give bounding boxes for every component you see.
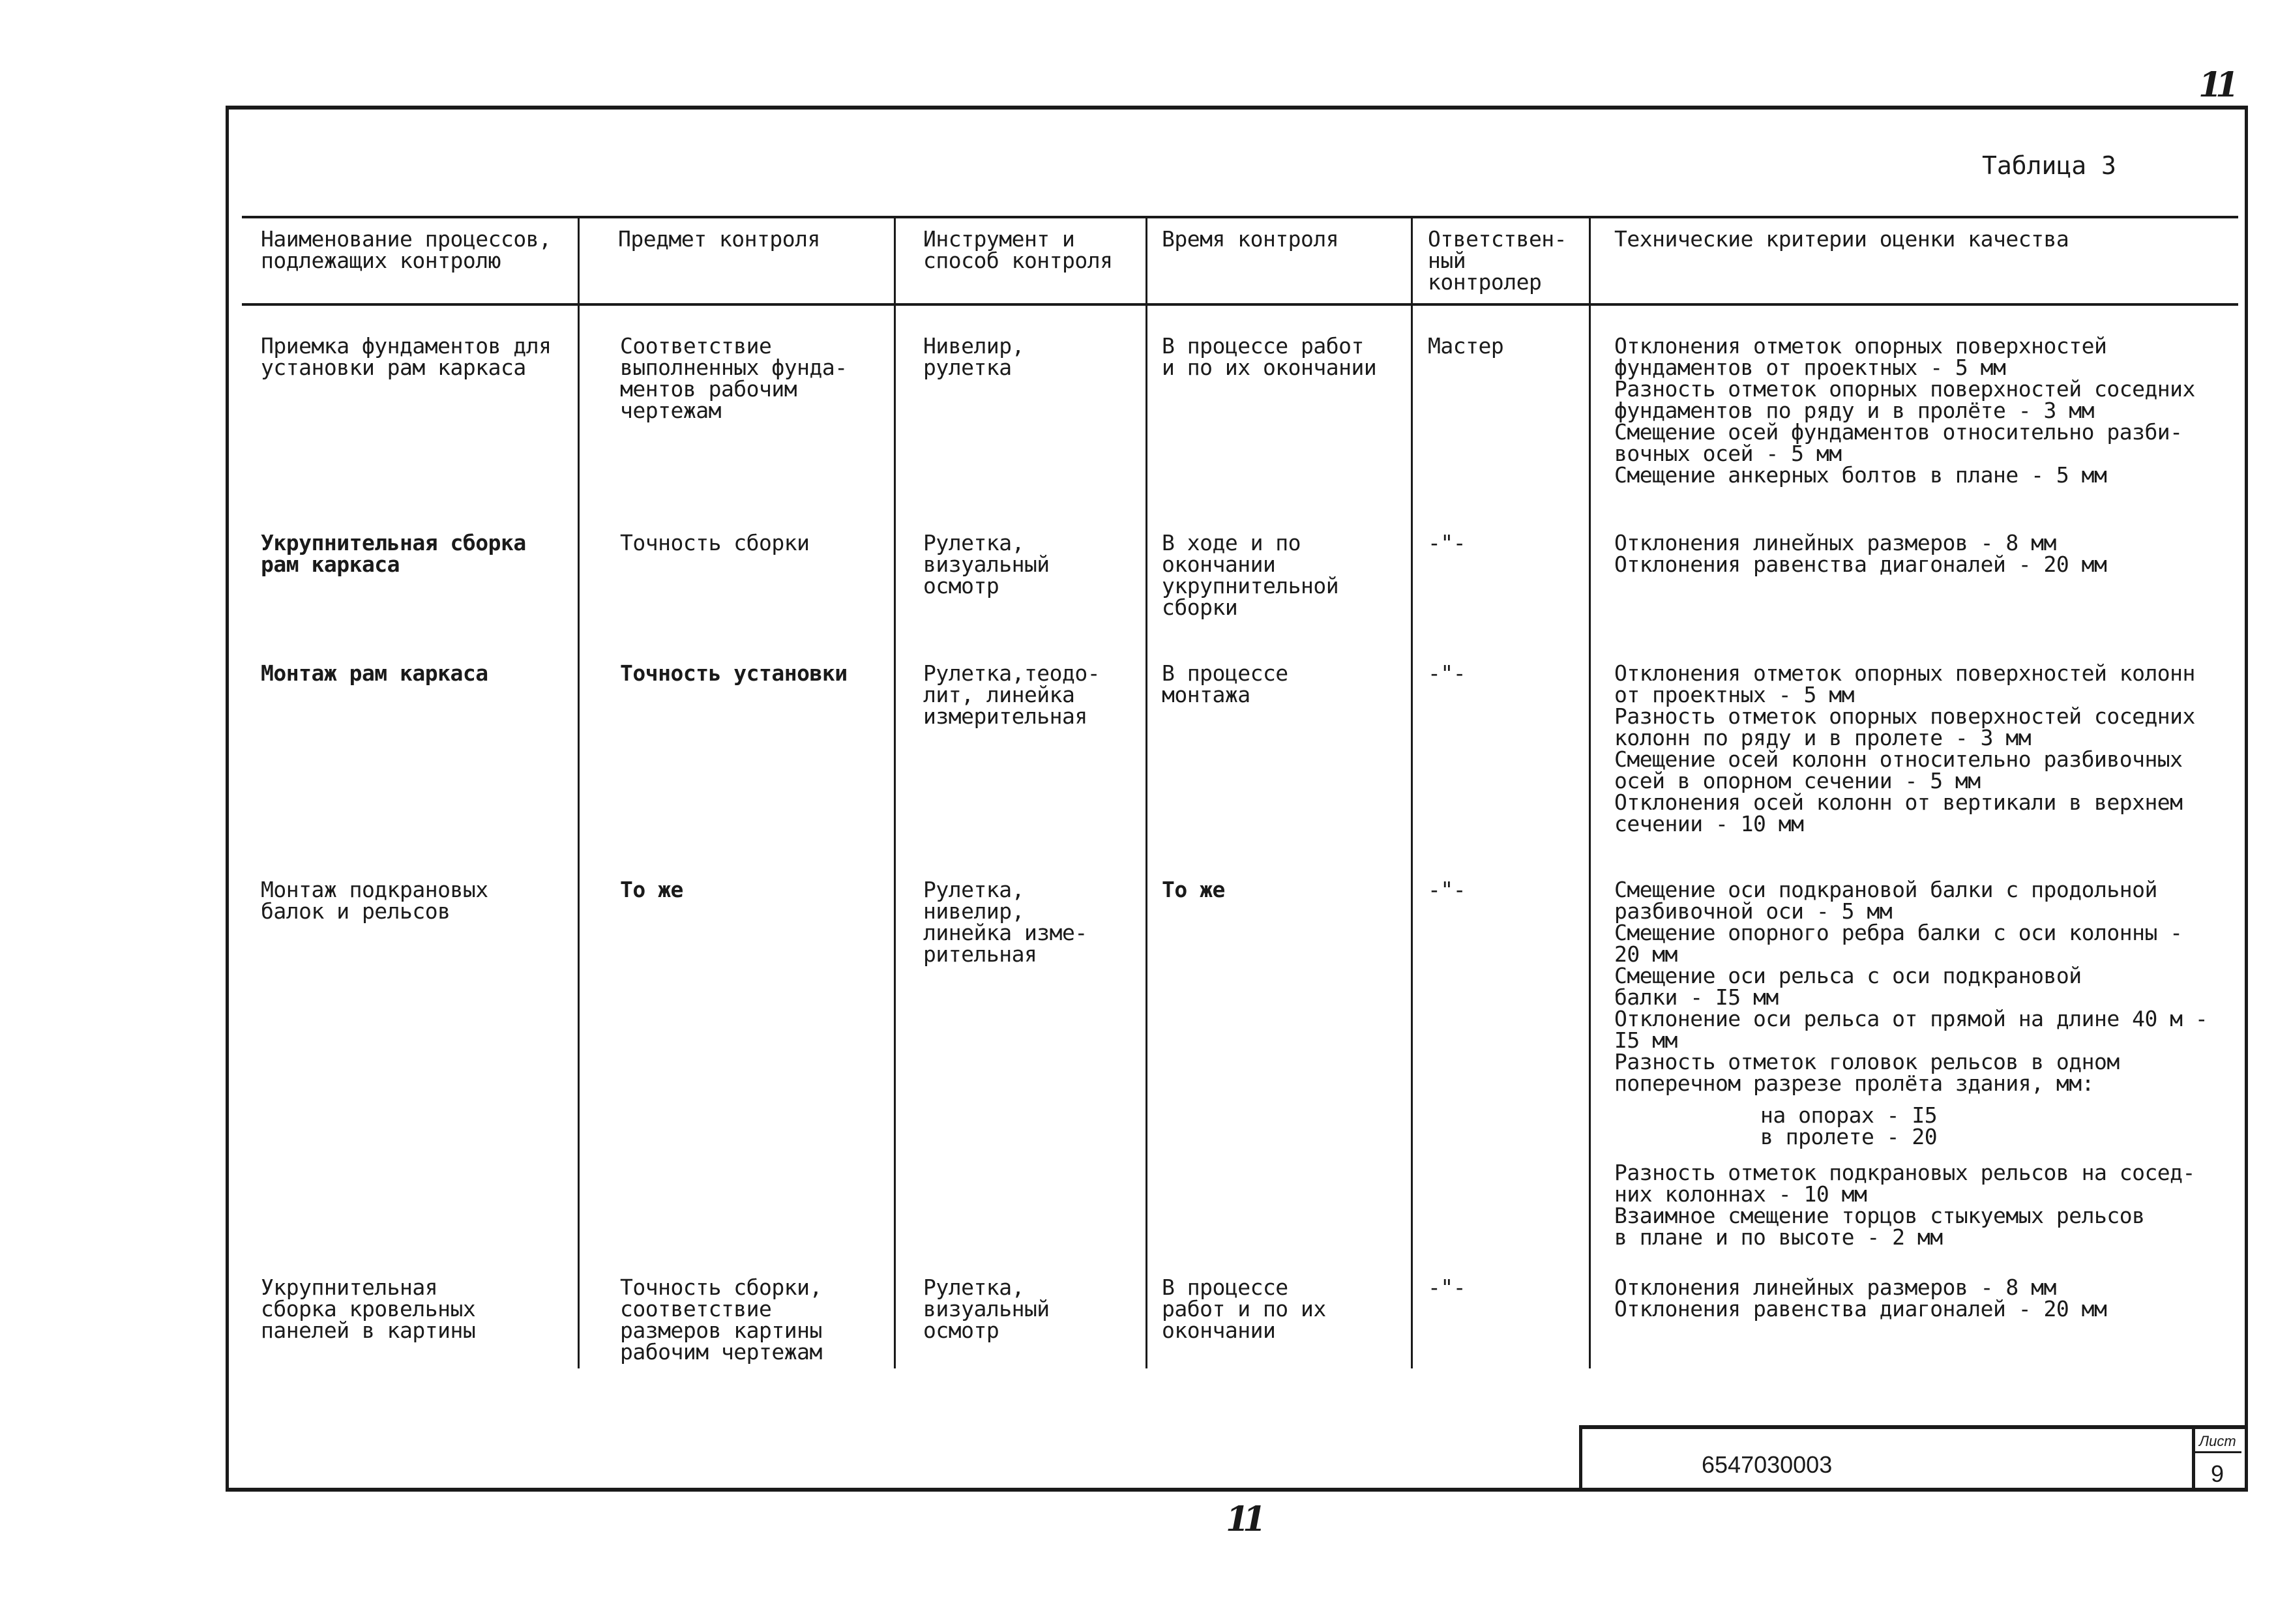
page-number-handwritten-top: 11	[2198, 65, 2233, 105]
header-top-rule	[242, 216, 2238, 218]
row-tool: Рулетка, визуальный осмотр	[923, 1275, 1050, 1343]
row-time: В процессе монтажа	[1162, 660, 1288, 707]
document-code: 6547030003	[1702, 1451, 1833, 1478]
header-bottom-rule	[242, 303, 2238, 306]
row-criteria-sub: на опорах - I5 в пролете - 20	[1760, 1102, 1938, 1149]
row-criteria: Отклонения отметок опорных поверхностей фундаментов от проектных - 5 мм Разность отметок опорных поверхностей соседних фундаментов по ряду и в пролёте - 3 мм Смещение осей фундаментов относительно разби- вочных осей - 5 мм Смещение анкерных болтов в плане - 5 мм	[1614, 333, 2195, 488]
row-subject: Соответствие выполненных фунда- ментов рабочим чертежам	[620, 333, 848, 423]
row-time: В процессе работ и по их окончании	[1162, 333, 1377, 380]
row-time: В ходе и по окончании укрупнительной сборки	[1162, 530, 1339, 620]
row-criteria: Отклонения линейных размеров - 8 мм Отклонения равенства диагоналей - 20 мм	[1614, 1275, 2107, 1321]
row-controller: -"-	[1428, 1275, 1466, 1300]
row-subject: То же	[620, 877, 683, 902]
row-controller: -"-	[1428, 530, 1466, 555]
row-tool: Рулетка, нивелир, линейка изме- рительная	[923, 877, 1087, 967]
column-divider-1	[578, 216, 580, 1368]
header-subject: Предмет контроля	[618, 226, 820, 252]
sheet-separator	[2195, 1451, 2241, 1453]
row-tool: Нивелир, рулетка	[923, 333, 1024, 380]
row-time: В процессе работ и по их окончании	[1162, 1275, 1326, 1343]
row-process: Приемка фундаментов для установки рам каркаса	[261, 333, 552, 380]
row-criteria: Отклонения отметок опорных поверхностей колонн от проектных - 5 мм Разность отметок опорных поверхностей соседних колонн по ряду и в пролете - 3 мм Смещение осей колонн относительно разбивочных осей в опорном сечении - 5 мм Отклонения осей колонн от вертикали в верхнем сечении - 10 мм	[1614, 660, 2195, 836]
row-tool: Рулетка, визуальный осмотр	[923, 530, 1050, 598]
sheet-label: Лист	[2199, 1433, 2236, 1449]
row-subject: Точность установки	[620, 660, 848, 686]
page-number-handwritten-bottom: 11	[1226, 1499, 1260, 1539]
header-time: Время контроля	[1162, 226, 1339, 252]
row-controller: Мастер	[1428, 333, 1504, 359]
row-criteria: Смещение оси подкрановой балки с продольной разбивочной оси - 5 мм Смещение опорного ребра балки с оси колонны - 20 мм Смещение оси рельса с оси подкрановой балки - I5 мм Отклонение оси рельса от прямой на длине 40 м - I5 мм Разность отметок головок рельсов в одном поперечном разрезе пролёта здания, мм:	[1614, 877, 2208, 1096]
row-tool: Рулетка,теодо- лит, линейка измерительная	[923, 660, 1101, 729]
header-process: Наименование процессов, подлежащих контролю	[261, 226, 552, 273]
column-divider-4	[1411, 216, 1413, 1368]
sheet-box	[2192, 1429, 2241, 1492]
row-criteria-tail: Разность отметок подкрановых рельсов на сосед- них колоннах - 10 мм Взаимное смещение торцов стыкуемых рельсов в плане и по высоте - 2 мм	[1614, 1160, 2195, 1250]
row-process: Монтаж рам каркаса	[261, 660, 488, 686]
header-controller: Ответствен- ный контролер	[1428, 226, 1567, 295]
title-block-divider	[1579, 1429, 1582, 1492]
row-criteria: Отклонения линейных размеров - 8 мм Отклонения равенства диагоналей - 20 мм	[1614, 530, 2107, 577]
row-process: Монтаж подкрановых балок и рельсов	[261, 877, 488, 924]
column-divider-3	[1146, 216, 1147, 1368]
table-title: Таблица 3	[1982, 151, 2116, 180]
title-block	[1579, 1425, 2248, 1492]
column-divider-5	[1589, 216, 1591, 1368]
row-subject: Точность сборки	[620, 530, 810, 555]
row-controller: -"-	[1428, 660, 1466, 686]
row-process: Укрупнительная сборка кровельных панелей в картины	[261, 1275, 476, 1343]
row-process: Укрупнительная сборка рам каркаса	[261, 530, 526, 577]
sheet-number: 9	[2211, 1460, 2224, 1487]
column-divider-2	[894, 216, 896, 1368]
row-time: То же	[1162, 877, 1225, 902]
row-subject: Точность сборки, соответствие размеров картины рабочим чертежам	[620, 1275, 822, 1365]
header-tool: Инструмент и способ контроля	[923, 226, 1113, 273]
row-controller: -"-	[1428, 877, 1466, 902]
header-criteria: Технические критерии оценки качества	[1614, 226, 2069, 252]
